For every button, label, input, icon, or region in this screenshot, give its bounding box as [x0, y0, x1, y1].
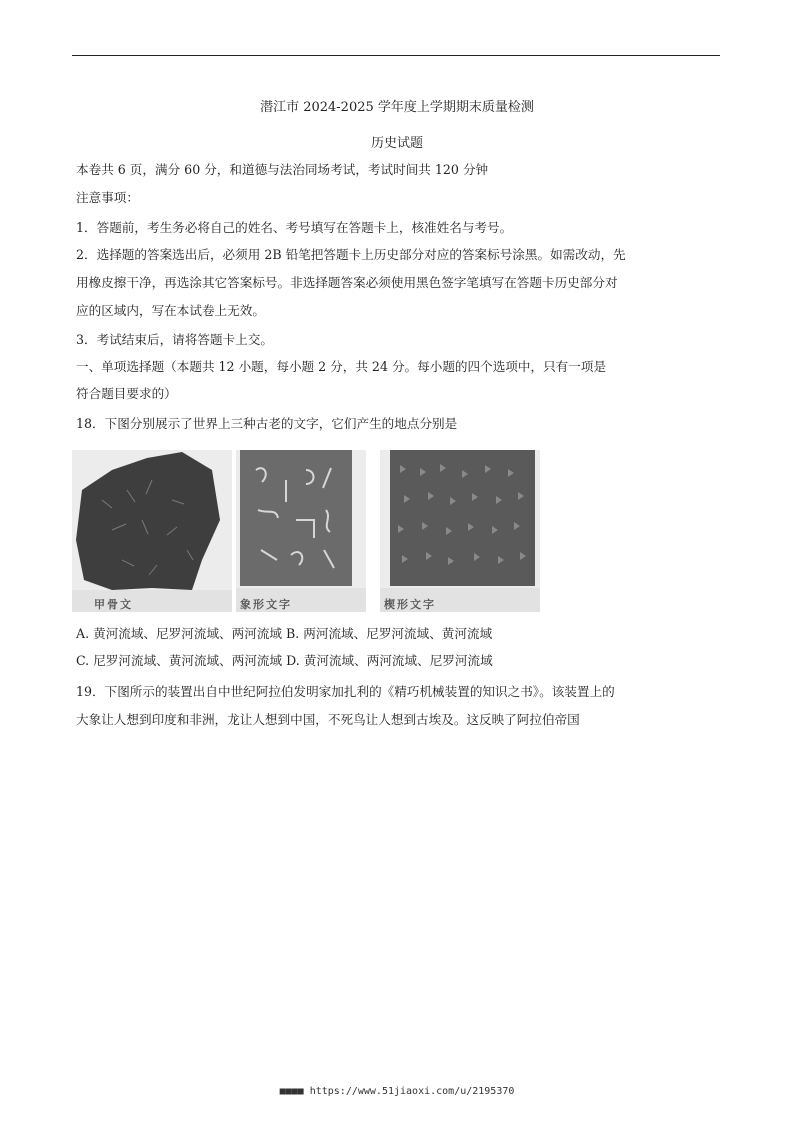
notice-3: 3．考试结束后，请将答题卡上交。	[76, 332, 273, 347]
notice-2-line-3: 应的区域内，写在本试卷上无效。	[76, 303, 265, 318]
caption-oracle-bone: 甲骨文	[94, 598, 133, 611]
caption-cuneiform: 楔形文字	[384, 598, 436, 611]
exam-info: 本卷共 6 页，满分 60 分，和道德与法治同场考试，考试时间共 120 分钟	[76, 162, 489, 177]
notice-2-line-1: 2．选择题的答案选出后，必须用 2B 铅笔把答题卡上历史部分对应的答案标号涂黑。如需改动，先	[76, 247, 626, 262]
question-19-line-1: 19．下图所示的装置出自中世纪阿拉伯发明家加扎利的《精巧机械装置的知识之书》。该装置上的	[76, 684, 615, 699]
question-19-line-2: 大象让人想到印度和非洲，龙让人想到中国，不死鸟让人想到古埃及。这反映了阿拉伯帝国	[76, 712, 580, 727]
hieroglyph-image	[236, 450, 366, 612]
question-18-options-ab: A. 黄河流域、尼罗河流域、两河流域 B. 两河流域、尼罗河流域、黄河流域	[76, 626, 493, 641]
question-18-options-cd: C. 尼罗河流域、黄河流域、两河流域 D. 黄河流域、两河流域、尼罗河流域	[76, 653, 493, 668]
question-18-stem: 18．下图分别展示了世界上三种古老的文字，它们产生的地点分别是	[76, 416, 458, 431]
notice-1: 1．答题前，考生务必将自己的姓名、考号填写在答题卡上，核准姓名与考号。	[76, 220, 513, 235]
notice-2-line-2: 用橡皮擦干净，再选涂其它答案标号。非选择题答案必须使用黑色签字笔填写在答题卡历史部分对	[76, 275, 618, 290]
exam-subtitle: 历史试题	[370, 136, 423, 151]
footer-link[interactable]: ■■■■ https://www.51jiaoxi.com/u/2195370	[279, 1086, 515, 1097]
notice-title: 注意事项：	[76, 190, 139, 205]
cuneiform-image	[380, 450, 540, 612]
header-rule	[72, 55, 720, 56]
caption-hieroglyph: 象形文字	[240, 598, 292, 611]
section-heading: 一、单项选择题（本题共 12 小题，每小题 2 分，共 24 分。每小题的四个选项中，只有一项是	[76, 359, 607, 374]
oracle-bone-image	[72, 450, 232, 612]
exam-title: 潜江市 2024-2025 学年度上学期期末质量检测	[260, 100, 534, 115]
section-heading-cont: 符合题目要求的）	[76, 386, 177, 401]
